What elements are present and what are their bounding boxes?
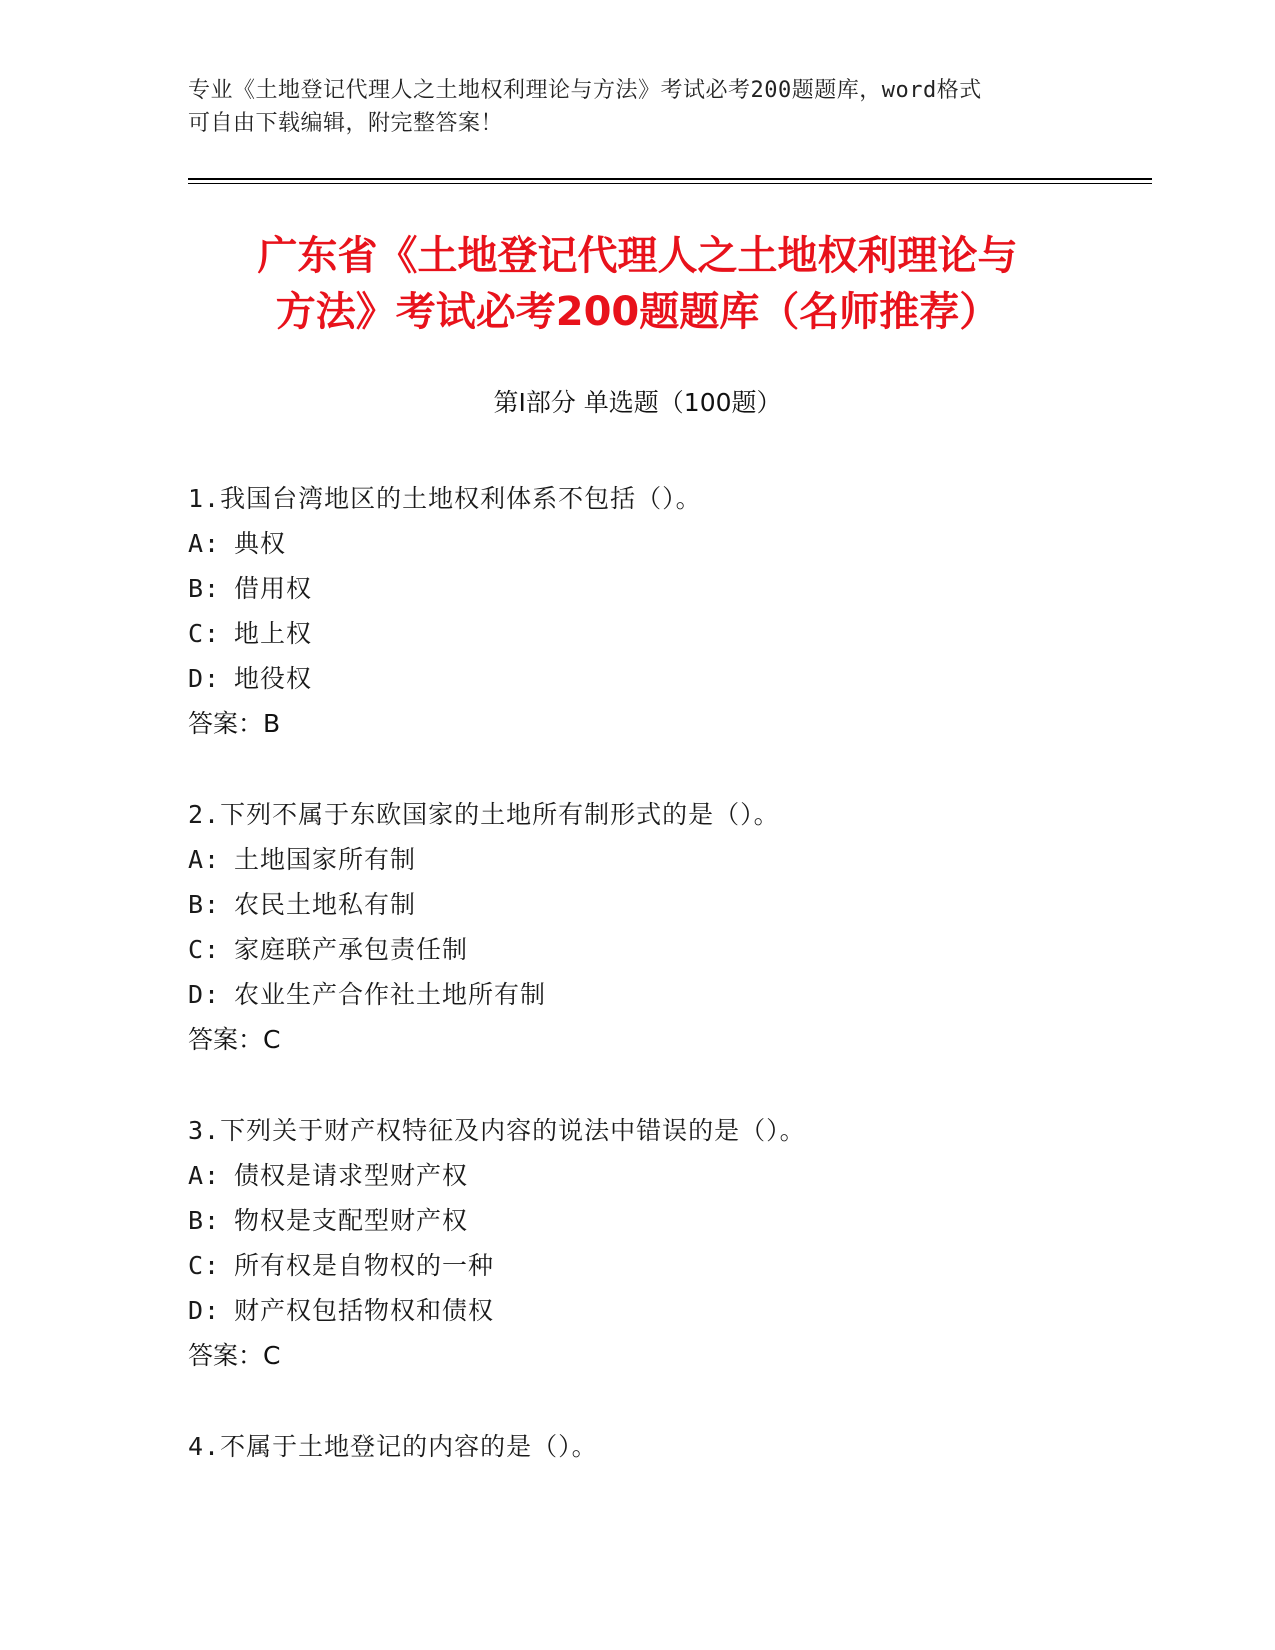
option-letter: B:	[188, 1206, 221, 1235]
document-title	[188, 228, 1087, 340]
question-4	[188, 1424, 1108, 1469]
option-text: 农民土地私有制	[234, 890, 417, 919]
option-c	[188, 927, 1108, 972]
answer-line	[188, 1017, 1108, 1062]
answer-value: C	[263, 1341, 281, 1370]
question-stem: 2.下列不属于东欧国家的土地所有制形式的是（）。	[188, 800, 780, 829]
question-list	[188, 476, 1108, 1515]
answer-label: 答案：	[188, 1341, 264, 1370]
option-letter: D:	[188, 664, 221, 693]
option-letter: C:	[188, 619, 221, 648]
option-text: 地役权	[234, 664, 313, 693]
option-text: 所有权是自物权的一种	[234, 1251, 495, 1280]
answer-label: 答案：	[188, 709, 264, 738]
option-text: 债权是请求型财产权	[234, 1161, 469, 1190]
option-text: 借用权	[234, 574, 313, 603]
header-divider-thin	[188, 183, 1152, 184]
option-d	[188, 656, 1108, 701]
option-c	[188, 611, 1108, 656]
option-b	[188, 566, 1108, 611]
option-text: 农业生产合作社土地所有制	[234, 980, 547, 1009]
option-letter: A:	[188, 845, 221, 874]
document-title-line-1: 广东省《土地登记代理人之土地权利理论与	[257, 233, 1018, 279]
option-letter: C:	[188, 935, 221, 964]
option-text: 财产权包括物权和债权	[234, 1296, 495, 1325]
question-stem: 1.我国台湾地区的土地权利体系不包括（）。	[188, 484, 702, 513]
option-letter: B:	[188, 890, 221, 919]
header-note-line-2: 可自由下载编辑，附完整答案！	[188, 111, 504, 136]
option-letter: D:	[188, 1296, 221, 1325]
option-c	[188, 1243, 1108, 1288]
option-letter: B:	[188, 574, 221, 603]
option-text: 土地国家所有制	[234, 845, 417, 874]
answer-label: 答案：	[188, 1025, 264, 1054]
question-stem: 3.下列关于财产权特征及内容的说法中错误的是（）。	[188, 1116, 806, 1145]
option-b	[188, 882, 1108, 927]
option-text: 典权	[234, 529, 287, 558]
option-letter: A:	[188, 529, 221, 558]
question-1	[188, 476, 1108, 746]
option-text: 物权是支配型财产权	[234, 1206, 469, 1235]
question-2	[188, 792, 1108, 1062]
option-d	[188, 1288, 1108, 1333]
answer-line	[188, 1333, 1108, 1378]
option-text: 地上权	[234, 619, 313, 648]
header-note	[188, 74, 1068, 140]
question-stem: 4.不属于土地登记的内容的是（）。	[188, 1432, 598, 1461]
option-letter: D:	[188, 980, 221, 1009]
answer-line	[188, 701, 1108, 746]
answer-value: B	[263, 709, 281, 738]
header-note-line-1: 专业《土地登记代理人之土地权利理论与方法》考试必考200题题库，word格式	[188, 78, 982, 103]
option-d	[188, 972, 1108, 1017]
option-a	[188, 837, 1108, 882]
option-a	[188, 1153, 1108, 1198]
header-divider-thick	[188, 178, 1152, 180]
question-3	[188, 1108, 1108, 1378]
answer-value: C	[263, 1025, 281, 1054]
document-title-line-2: 方法》考试必考200题题库（名师推荐）	[275, 289, 1000, 335]
option-b	[188, 1198, 1108, 1243]
option-letter: C:	[188, 1251, 221, 1280]
option-text: 家庭联产承包责任制	[234, 935, 469, 964]
option-a	[188, 521, 1108, 566]
section-title: 第Ⅰ部分 单选题（100题）	[493, 388, 782, 417]
option-letter: A:	[188, 1161, 221, 1190]
